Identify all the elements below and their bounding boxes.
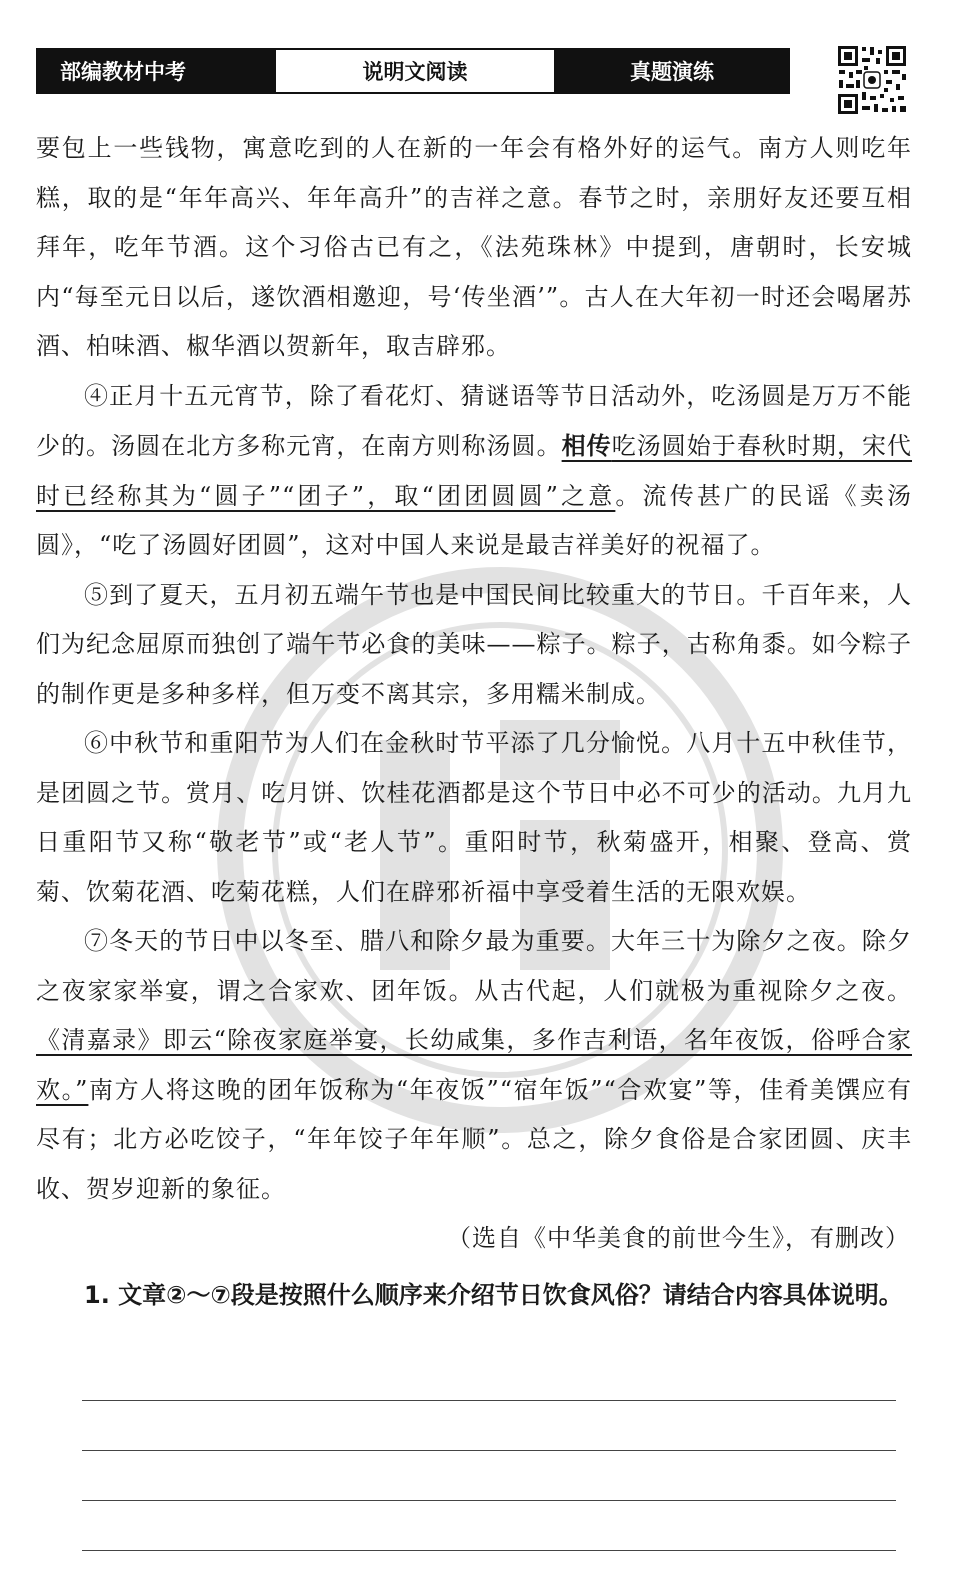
header-topic-label: 说明文阅读 [274, 50, 556, 92]
question-1: 1. 文章②～⑦段是按照什么顺序来介绍节日饮食风俗？请结合内容具体说明。 [84, 1281, 903, 1309]
answer-line[interactable] [82, 1400, 896, 1401]
paragraph-4-marked-word: 相传 [561, 431, 612, 460]
paragraph-5: ⑤到了夏天，五月初五端午节也是中国民间比较重大的节日。千百年来，人们为纪念屈原而独创了端午节必食的美味——粽子。粽子，古称角黍。如今粽子的制作更是多种多样，但万变不离其宗，多用糯米制成。 [36, 580, 912, 708]
paragraph-7-text-end: 南方人将这晚的团年饭称为“年夜饭”“宿年饭”“合欢宴”等，佳肴美馔应有尽有；北方必吃饺子，“年年饺子年年顺”。总之，除夕食俗是合家团圆、庆丰收、贺岁迎新的象征。 [36, 1075, 912, 1203]
paragraph-7-text: ⑦冬天的节日中以冬至、腊八和除夕最为重要。大年三十为除夕之夜。除夕之夜家家举宴，谓之合家欢、团年饭。从古代起，人们就极为重视除夕之夜。 [36, 927, 912, 1005]
paragraph-6: ⑥中秋节和重阳节为人们在金秋时节平添了几分愉悦。八月十五中秋佳节，是团圆之节。赏月、吃月饼、饮桂花酒都是这个节日中必不可少的活动。九月九日重阳节又称“敬老节”或“老人节”。重阳时节，秋菊盛开，相聚、登高、赏菊、饮菊花酒、吃菊花糕，人们在辟邪祈福中享受着生活的无限欢娱。 [36, 729, 912, 906]
paragraph-7 [36, 917, 912, 1214]
paragraph-3-continued: 要包上一些钱物，寓意吃到的人在新的一年会有格外好的运气。南方人则吃年糕，取的是“年年高兴、年年高升”的吉祥之意。春节之时，亲朋好友还要互相拜年，吃年节酒。这个习俗古已有之，《法苑珠林》中提到，唐朝时，长安城内“每至元日以后，遂饮酒相邀迎，号‘传坐酒’”。古人在大年初一时还会喝屠苏酒、柏味酒、椒华酒以贺新年，取吉辟邪。 [36, 134, 912, 360]
answer-line[interactable] [82, 1550, 896, 1551]
header-bar [36, 48, 790, 94]
qr-code-icon [836, 44, 908, 116]
paragraph-4-text: ④正月十五元宵节，除了看花灯、猜谜语等节日活动外，吃汤圆是万万不能少的。汤圆在北方多称元宵，在南方则称汤圆。 [36, 381, 912, 460]
answer-line[interactable] [82, 1450, 896, 1451]
paragraph-4-text-end: 。流传甚广的民谣《卖汤圆》，“吃了汤圆好团圆”，这对中国人来说是最吉祥美好的祝福了。 [36, 481, 913, 559]
paragraph-4 [36, 372, 912, 571]
paragraph-7-underlined: 《清嘉录》即云“除夜家庭举宴，长幼咸集，多作吉利语，名年夜饭，俗呼合家欢。” [36, 1026, 912, 1104]
header-series-label: 部编教材中考 [38, 50, 274, 92]
article-body [36, 124, 912, 1214]
header-section-label: 真题演练 [556, 50, 788, 92]
paragraph-4-underlined: 吃汤圆始于春秋时期，宋代时已经称其为“圆子”“团子”，取“团团圆圆”之意 [36, 432, 913, 510]
source-citation: （选自《中华美食的前世今生》，有删改） [447, 1224, 910, 1252]
answer-line[interactable] [82, 1500, 896, 1501]
